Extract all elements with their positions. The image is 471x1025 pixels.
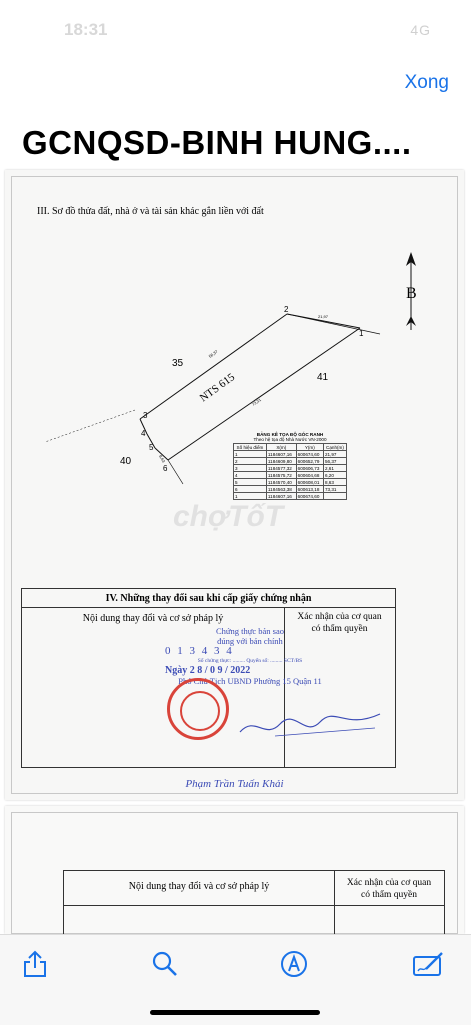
document-page-1[interactable] bbox=[5, 170, 464, 800]
coordinate-table-subtitle: Theo hệ tọa độ Nhà Nước VN-2000 bbox=[253, 437, 327, 442]
authority-confirmation-header: Xác nhận của cơ quan có thẩm quyền bbox=[297, 612, 382, 634]
home-indicator[interactable] bbox=[150, 1010, 320, 1015]
table-header: Số hiệu điểm bbox=[234, 444, 267, 451]
status-bar bbox=[0, 0, 471, 56]
certify-line-1: Chứng thực bản sao bbox=[216, 626, 284, 636]
signer-name: Phạm Trần Tuấn Khải bbox=[185, 778, 284, 790]
markup-icon[interactable] bbox=[279, 949, 309, 979]
vertex-2: 2 bbox=[284, 305, 289, 314]
certify-book: Số chứng thực: ......... Quyển số: ......... SCT/BS bbox=[197, 658, 303, 664]
watermark: chợTốT bbox=[173, 500, 284, 533]
certify-line-2: đúng với bản chính bbox=[217, 636, 283, 646]
certify-office: Phó Chủ Tịch UBND Phường 15 Quận 11 bbox=[178, 676, 322, 686]
document-title: GCNQSD-BINH HUNG.... bbox=[22, 124, 412, 161]
vertex-4: 4 bbox=[141, 429, 146, 438]
done-button[interactable]: Xong bbox=[404, 72, 449, 93]
neighbor-40: 40 bbox=[120, 456, 132, 467]
share-icon[interactable] bbox=[20, 949, 50, 979]
change-content-header: Nội dung thay đổi và cơ sở pháp lý bbox=[128, 881, 270, 892]
certify-number: 0 1 3 4 3 4 bbox=[165, 645, 234, 657]
table-header: Cạnh(m) bbox=[323, 444, 346, 451]
table-row: 2 1184609,80 600652,79 56,37 bbox=[234, 458, 347, 465]
edge-label-2-3: 56,37 bbox=[207, 348, 219, 359]
vertex-3: 3 bbox=[143, 411, 148, 420]
search-icon[interactable] bbox=[150, 949, 180, 979]
table-row: 1 1184607,16 600674,60 21,97 bbox=[234, 451, 347, 458]
neighbor-35: 35 bbox=[172, 358, 184, 369]
table-header-row bbox=[234, 444, 347, 451]
divider bbox=[22, 607, 395, 608]
vertex-1: 1 bbox=[359, 329, 364, 338]
certification-stamp bbox=[155, 626, 345, 686]
edge-label-5-6: 8,63 bbox=[158, 454, 167, 464]
document-page-2[interactable] bbox=[5, 806, 464, 934]
vertex-6: 6 bbox=[163, 464, 168, 473]
table-row: 6 1184563,38 600613,18 73,31 bbox=[234, 486, 347, 493]
table-row: 5 1184570,40 600608,01 8,63 bbox=[234, 479, 347, 486]
divider bbox=[64, 905, 444, 906]
section-3-heading: III. Sơ đồ thửa đất, nhà ở và tài sản khác gắn liền với đất bbox=[37, 206, 264, 217]
edit-signature-icon[interactable] bbox=[412, 949, 446, 979]
table-row: 3 1184577,32 600606,73 2,61 bbox=[234, 465, 347, 472]
edge-label-1-2: 21,97 bbox=[318, 314, 329, 319]
north-arrow bbox=[406, 252, 417, 330]
coordinate-table bbox=[233, 432, 347, 500]
page-2-table bbox=[63, 870, 445, 936]
red-seal-icon bbox=[167, 678, 229, 740]
table-row: 4 1184575,72 600604,68 6,20 bbox=[234, 472, 347, 479]
table-header: X(m) bbox=[266, 444, 296, 451]
status-indicators: 4G bbox=[410, 22, 431, 38]
change-content-header: Nội dung thay đổi và cơ sở pháp lý bbox=[82, 613, 224, 624]
section-4-heading: IV. Những thay đổi sau khi cấp giấy chứng nhận bbox=[105, 593, 312, 604]
authority-confirmation-header: Xác nhận của cơ quan có thẩm quyền bbox=[346, 878, 432, 900]
edge-label-1-6: 73,31 bbox=[250, 397, 262, 407]
parcel-sketch bbox=[5, 230, 464, 590]
certify-date: Ngày 2 8 / 0 9 / 2022 bbox=[165, 665, 251, 676]
table-row: 1 1184607,16 600674,60 bbox=[234, 493, 347, 500]
status-time: 18:31 bbox=[64, 20, 108, 39]
neighbor-41: 41 bbox=[317, 372, 329, 383]
vertex-5: 5 bbox=[149, 443, 154, 452]
parcel-label: NTS 615 bbox=[197, 371, 238, 405]
table-header: Y(m) bbox=[296, 444, 323, 451]
north-label: B bbox=[406, 285, 417, 302]
coordinate-table-title: BẢNG KÊ TỌA ĐỘ GÓC RANH bbox=[256, 432, 324, 437]
signature-icon bbox=[235, 710, 385, 740]
